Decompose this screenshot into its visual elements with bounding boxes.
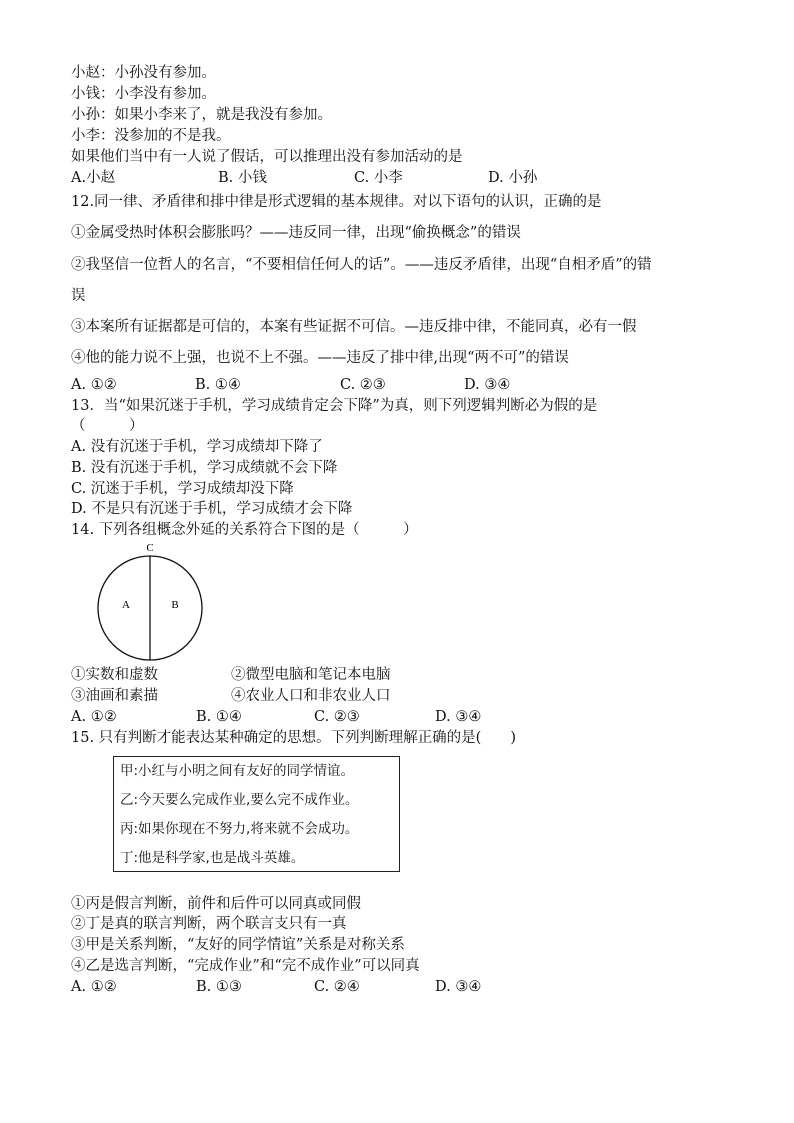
q14-items-row1 <box>71 666 671 684</box>
q13-paren: （ ） <box>71 418 144 434</box>
q14-options <box>71 708 671 726</box>
q13-option-a: A. 没有沉迷于手机，学习成绩却下降了 <box>71 439 323 455</box>
q12-options <box>71 376 671 394</box>
q11-option-c: C. 小李 <box>354 170 403 186</box>
q11-statement-sun: 小孙：如果小李来了，就是我没有参加。 <box>71 107 332 123</box>
q14-item-2: ②微型电脑和笔记本电脑 <box>231 667 391 683</box>
q14-option-c: C. ②③ <box>314 709 360 725</box>
q12-option-d: D. ③④ <box>464 377 511 393</box>
q14-item-4: ④农业人口和非农业人口 <box>231 688 391 704</box>
q15-option-a: A. ①② <box>71 979 117 995</box>
q13-option-d: D. 不是只有沉迷于手机，学习成绩才会下降 <box>71 501 353 517</box>
q15-option-d: D. ③④ <box>435 979 482 995</box>
q15-item-1: ①丙是假言判断，前件和后件可以同真或同假 <box>71 896 361 912</box>
q13-stem: 13．当“如果沉迷于手机，学习成绩肯定会下降”为真，则下列逻辑判断必为假的是 <box>71 398 598 414</box>
q14-circle-diagram <box>92 538 212 664</box>
q13-option-b: B. 没有沉迷于手机，学习成绩就不会下降 <box>71 460 338 476</box>
q12-item-2-cont: 误 <box>71 288 86 304</box>
q15-row-bing: 丙:如果你现在不努力,将来就不会成功。 <box>120 821 359 837</box>
q14-stem: 14. 下列各组概念外延的关系符合下图的是（ ） <box>71 522 418 538</box>
q11-stem: 如果他们当中有一人说了假话，可以推理出没有参加活动的是 <box>71 149 463 165</box>
q11-option-a: A.小赵 <box>71 170 116 186</box>
q12-stem: 12.同一律、矛盾律和排中律是形式逻辑的基本规律。对以下语句的认识，正确的是 <box>71 194 602 210</box>
q15-row-yi: 乙:今天要么完成作业,要么完不成作业。 <box>120 792 359 808</box>
q11-options <box>71 169 671 187</box>
q14-item-1: ①实数和虚数 <box>71 667 158 683</box>
q12-item-3: ③本案所有证据都是可信的，本案有些证据不可信。—违反排中律，不能同真，必有一假 <box>71 319 637 335</box>
q15-row-ding: 丁:他是科学家,也是战斗英雄。 <box>120 850 305 866</box>
diagram-label-a: A <box>122 599 130 611</box>
q12-item-1: ①金属受热时体积会膨胀吗？——违反同一律，出现“偷换概念”的错误 <box>71 225 521 241</box>
diagram-label-b: B <box>171 599 179 611</box>
q15-item-4: ④乙是选言判断，“完成作业”和“完不成作业”可以同真 <box>71 958 420 974</box>
q15-item-2: ②丁是真的联言判断，两个联言支只有一真 <box>71 916 347 932</box>
q15-judgment-box <box>113 756 400 872</box>
q11-option-b: B. 小钱 <box>218 170 267 186</box>
q14-option-a: A. ①② <box>71 709 117 725</box>
q15-options <box>71 978 671 996</box>
q14-option-b: B. ①④ <box>196 709 242 725</box>
q14-items-row2 <box>71 687 671 705</box>
q12-option-b: B. ①④ <box>195 377 241 393</box>
q15-stem: 15. 只有判断才能表达某种确定的思想。下列判断理解正确的是( ) <box>71 730 516 746</box>
q14-item-3: ③油画和素描 <box>71 688 158 704</box>
q15-row-jia: 甲:小红与小明之间有友好的同学情谊。 <box>120 763 355 779</box>
q12-item-4: ④他的能力说不上强，也说不上不强。——违反了排中律,出现“两不可”的错误 <box>71 350 569 366</box>
q11-statement-qian: 小钱：小李没有参加。 <box>71 86 216 102</box>
q12-item-2: ②我坚信一位哲人的名言，“不要相信任何人的话”。——违反矛盾律，出现“自相矛盾”的错 <box>71 257 652 273</box>
q14-option-d: D. ③④ <box>435 709 482 725</box>
q12-option-a: A. ①② <box>71 377 117 393</box>
q11-statement-li: 小李：没参加的不是我。 <box>71 128 231 144</box>
q11-statement-zhao: 小赵：小孙没有参加。 <box>71 65 216 81</box>
q15-option-b: B. ①③ <box>196 979 242 995</box>
q12-option-c: C. ②③ <box>340 377 386 393</box>
q11-option-d: D. 小孙 <box>488 170 538 186</box>
diagram-label-c: C <box>146 542 154 554</box>
q15-item-3: ③甲是关系判断，“友好的同学情谊”关系是对称关系 <box>71 937 405 953</box>
q13-option-c: C. 沉迷于手机，学习成绩却没下降 <box>71 481 294 497</box>
q15-option-c: C. ②④ <box>314 979 360 995</box>
